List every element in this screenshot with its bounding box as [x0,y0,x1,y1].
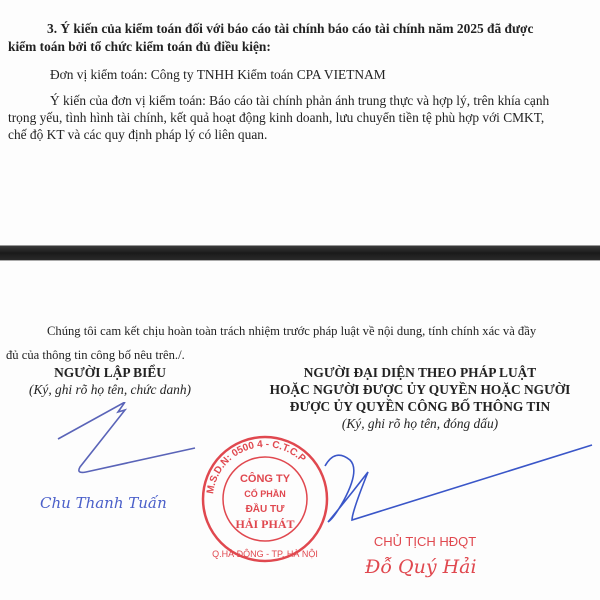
auditor-name: Đơn vị kiểm toán: Công ty TNHH Kiểm toán CPA VIETNAM [50,67,386,82]
right-signer-name: Đỗ Quý Hải [365,556,477,578]
opinion-line1: Ý kiến của đơn vị kiểm toán: Báo cáo tài chính phản ánh trung thực và hợp lý, trên khía cạnh [50,93,550,108]
section-heading-line2: kiểm toán bởi tổ chức kiểm toán đủ điều kiện: [8,39,271,54]
right-signer-title-line1: NGƯỜI ĐẠI DIỆN THEO PHÁP LUẬT [303,365,537,380]
right-signer-position: CHỦ TỊCH HĐQT [373,534,477,549]
right-signature-icon [300,436,600,526]
left-signer-title: NGƯỜI LẬP BIỂU [54,365,166,380]
right-signer-note: (Ký, ghi rõ họ tên, đóng dấu) [341,416,499,431]
opinion-line3: chế độ KT và các quy định pháp lý có liên quan. [8,127,268,142]
page-separator-band [0,245,600,261]
svg-text:HẢI PHÁT: HẢI PHÁT [235,517,295,531]
opinion-line2: trọng yếu, tình hình tài chính, kết quả hoạt động kinh doanh, lưu chuyển tiền tệ phù hợp với CMKT, [8,110,545,125]
commitment-line1: Chúng tôi cam kết chịu hoàn toàn trách nhiệm trước pháp luật về nội dung, tính chính xác và đầy [47,324,537,338]
svg-text:CỔ PHẦN: CỔ PHẦN [244,489,286,499]
commitment-line2: đủ của thông tin công bố nêu trên./. [6,348,185,362]
right-signer-title-line2: HOẶC NGƯỜI ĐƯỢC ỦY QUYỀN HOẶC NGƯỜI [269,382,571,397]
right-signer-title-line3: ĐƯỢC ỦY QUYỀN CÔNG BỐ THÔNG TIN [289,399,551,414]
left-signer-note: (Ký, ghi rõ họ tên, chức danh) [28,382,191,397]
svg-text:Q.HÀ ĐÔNG - TP. HÀ NỘI: Q.HÀ ĐÔNG - TP. HÀ NỘI [212,549,318,559]
left-signature-icon [0,402,200,488]
left-signer-name: Chu Thanh Tuấn [40,494,167,512]
section-heading-line1: 3. Ý kiến của kiểm toán đối với báo cáo tài chính báo cáo tài chính năm 2025 đã được [47,21,534,36]
svg-text:ĐẦU TƯ: ĐẦU TƯ [245,504,285,515]
svg-text:M.S.D.N: 0500 4 - C.T.C.P: M.S.D.N: 0500 4 - C.T.C.P [205,438,308,495]
svg-text:CÔNG TY: CÔNG TY [239,473,291,485]
